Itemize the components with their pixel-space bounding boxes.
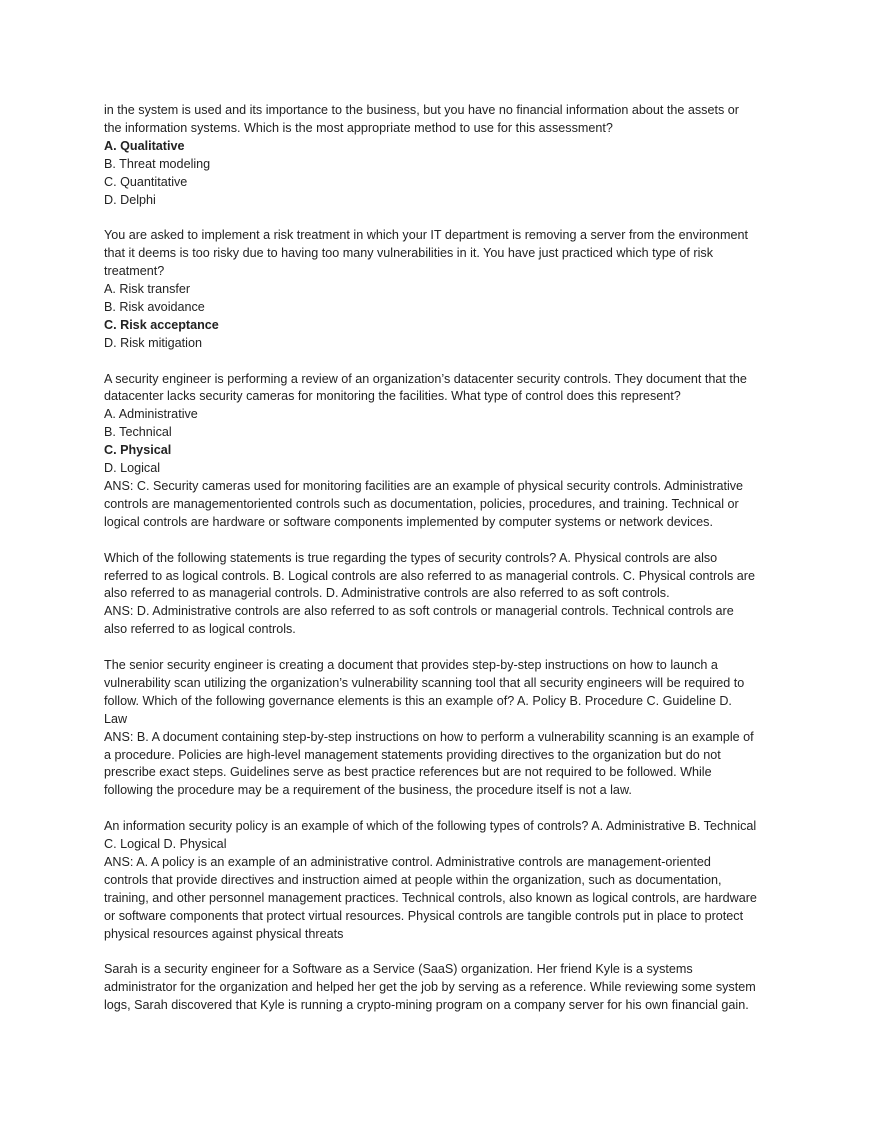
text-line: in the system is used and its importance to the business, but you have no financial information about the assets or [104,103,739,117]
text-line: referred to as logical controls. B. Logical controls are also referred to as managerial controls. C. Physical controls are [104,568,755,583]
answer-line-highlighted: A. Qualitative [104,138,185,153]
text-line: administrator for the organization and helped her get the job by serving as a reference. While reviewing some system [104,980,756,995]
text-line: datacenter lacks security cameras for monitoring the facilities. What type of control does this represent? [104,389,681,404]
text-line: or software components that protect virtual resources. Physical controls are tangible controls put in place to protect [104,908,744,923]
text-line: treatment? [104,264,165,279]
text-line: follow. Which of the following governance elements is this an example of? A. Policy B. Procedure C. Guideline D. [104,693,732,708]
text-line: B. Threat modeling [104,156,211,171]
paragraph-gap [104,800,784,818]
text-line: The senior security engineer is creating a document that provides step-by-step instructions on how to launch a [104,658,718,673]
question-block [104,961,784,1015]
paragraph-gap [104,944,784,962]
text-line: A security engineer is performing a review of an organization’s datacenter security controls. They document that the [104,371,747,386]
paragraph-gap [104,353,784,371]
text-line: ANS: B. A document containing step-by-step instructions on how to perform a vulnerability scanning is an example of [104,729,754,744]
text-line: B. Risk avoidance [104,299,205,314]
question-block [104,102,784,209]
question-block [104,227,784,352]
text-line: Law [104,711,128,726]
paragraph-gap [104,209,784,227]
paragraph-gap [104,532,784,550]
text-line: A. Administrative [104,407,198,422]
text-line: also referred to as managerial controls. D. Administrative controls are also referred to as soft controls. [104,586,670,601]
text-line: logs, Sarah discovered that Kyle is running a crypto-mining program on a company server for his own financial gain. [104,998,749,1013]
text-line: C. Quantitative [104,174,188,189]
text-line: Which of the following statements is true regarding the types of security controls? A. Physical controls are also [104,550,718,565]
text-line: controls are managementoriented controls such as documentation, policies, procedures, and training. Technical or [104,496,739,511]
text-line: You are asked to implement a risk treatment in which your IT department is removing a server from the environment [104,228,748,243]
answer-line-highlighted: C. Physical [104,443,172,458]
text-line: following the procedure may be a requirement of the business, the procedure itself is not a law. [104,783,632,798]
text-line: vulnerability scan utilizing the organization’s vulnerability scanning tool that all security engineers will be required to [104,675,745,690]
text-line: D. Risk mitigation [104,335,202,350]
question-block [104,818,784,943]
text-line: An information security policy is an example of which of the following types of controls? A. Administrative B. Technical [104,819,757,834]
text-line: ANS: D. Administrative controls are also referred to as soft controls or managerial controls. Technical controls are [104,604,734,619]
paragraph-gap [104,639,784,657]
text-line: prescribe exact steps. Guidelines serve as best practice references but are not required to be followed. While [104,765,712,780]
text-line: D. Delphi [104,192,156,207]
text-line: logical controls are hardware or software components implemented by computer systems or network devices. [104,514,713,529]
question-block [104,550,784,640]
text-line: controls that provide directives and instruction aimed at people within the organization, such as documentation, [104,872,722,887]
text-line: ANS: A. A policy is an example of an administrative control. Administrative controls are management-oriented [104,854,711,869]
question-block [104,371,784,532]
text-line: C. Logical D. Physical [104,837,227,852]
text-line: training, and other personnel management practices. Technical controls, also known as logical controls, are hardware [104,890,757,905]
text-line: Sarah is a security engineer for a Software as a Service (SaaS) organization. Her friend Kyle is a systems [104,962,693,977]
text-line: also referred to as logical controls. [104,622,296,637]
question-block [104,657,784,800]
answer-line-highlighted: C. Risk acceptance [104,317,219,332]
text-line: D. Logical [104,461,161,476]
document-page [104,102,784,1015]
text-line: that it deems is too risky due to having too many vulnerabilities in it. You have just practiced which type of risk [104,246,714,261]
text-line: the information systems. Which is the most appropriate method to use for this assessment? [104,120,613,135]
text-line: a procedure. Policies are high-level management statements providing directives to the organization but do not [104,747,721,762]
text-line: A. Risk transfer [104,282,191,297]
text-line: physical resources against physical threats [104,926,344,941]
text-line: ANS: C. Security cameras used for monitoring facilities are an example of physical security controls. Administrative [104,479,744,493]
text-line: B. Technical [104,425,172,440]
